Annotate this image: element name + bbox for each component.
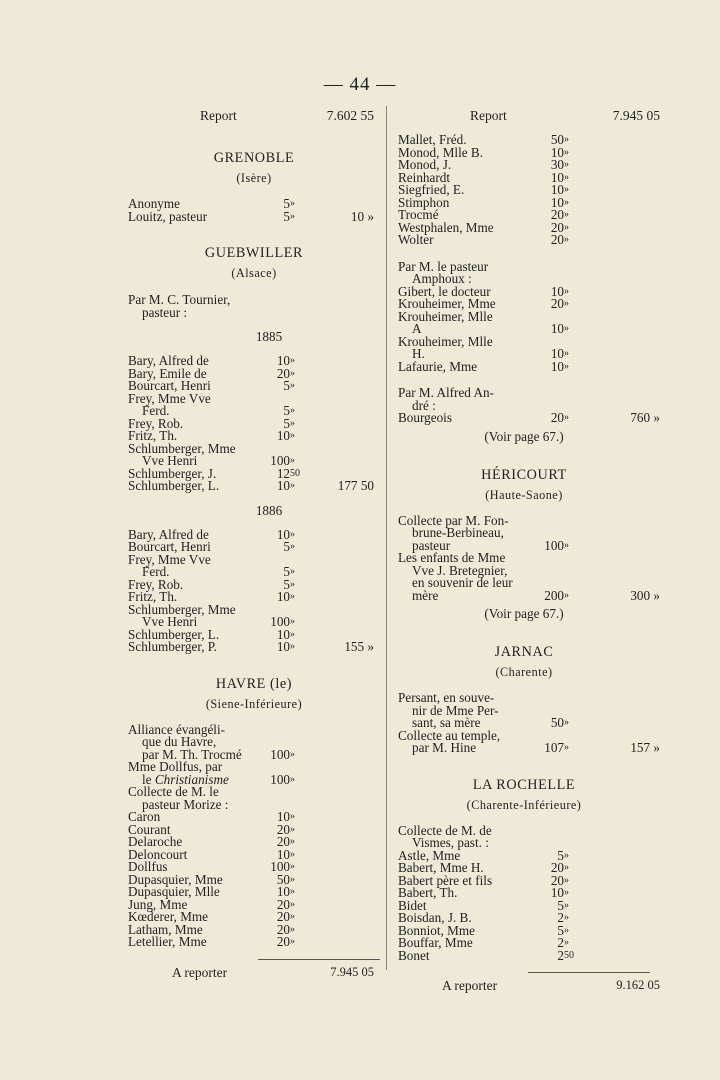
page-footer (128, 959, 380, 983)
donor-name: Caron (128, 809, 161, 824)
amount-francs: 12 (276, 465, 290, 481)
amount-francs: 20 (550, 860, 564, 875)
donor-name: Mme Dollfus, par (128, 759, 223, 774)
donor-name: Babert père et fils (398, 872, 493, 888)
ledger-row (398, 308, 650, 324)
section-total: 300 » (630, 587, 660, 603)
amount-centimes: » (290, 198, 295, 209)
amount-centimes: » (564, 184, 569, 195)
donor-name: Bary, Alfred de (128, 353, 209, 368)
donor-name: Bourgeois (398, 410, 452, 425)
page-number: — 44 — (323, 74, 397, 95)
donor-name: Delaroche (128, 834, 183, 849)
amount-francs: 5 (283, 564, 290, 579)
donor-name: Trocmé (398, 207, 439, 222)
donor-name: Westphalen, Mme (398, 219, 494, 235)
donor-name: Monod, Mlle B. (398, 144, 483, 160)
amount-centimes: » (290, 898, 295, 910)
ledger-block (398, 512, 660, 603)
donor-name: mère (412, 587, 439, 603)
amount-centimes: » (564, 717, 569, 728)
ledger-row (398, 587, 660, 603)
donor-name: Persant, en souve- (398, 690, 495, 705)
donor-name: pasteur (412, 537, 451, 553)
amount-centimes: » (564, 874, 569, 886)
donor-name: Anonyme (128, 196, 181, 211)
amount-centimes: » (290, 641, 295, 652)
donor-name: Bouffar, Mme (398, 935, 473, 950)
amount-francs: 5 (283, 208, 290, 224)
donor-name: Ferd. (142, 564, 170, 579)
donor-name: Vve Henri (142, 453, 198, 468)
amount-francs: 20 (550, 232, 564, 247)
ledger-row (398, 410, 660, 425)
amount-centimes: » (564, 849, 569, 861)
amount-centimes: » (290, 848, 295, 860)
amount-centimes: » (290, 430, 295, 441)
amount-francs: 20 (550, 410, 564, 425)
donor-name: Letellier, Mme (128, 934, 207, 949)
amount-francs: 30 (550, 157, 564, 172)
donor-name: Mallet, Fréd. (398, 132, 467, 147)
amount-centimes: » (290, 578, 295, 590)
donor-name: Bary, Emile de (128, 365, 207, 381)
ledger-row (398, 947, 650, 963)
report-total: 7.945 05 (612, 108, 660, 123)
page-footer (398, 972, 660, 996)
donor-name: Collecte de M. le (128, 784, 219, 799)
region-heading: (Alsace) (231, 266, 277, 280)
amount-centimes: » (564, 134, 569, 145)
amount-centimes: » (290, 367, 295, 379)
city-heading: GRENOBLE (213, 150, 295, 166)
donor-name: Astle, Mme (398, 847, 461, 863)
amount-centimes: » (564, 196, 569, 208)
region-heading: (Isère) (236, 171, 272, 185)
amount-francs: 20 (550, 219, 564, 235)
section-total: 760 » (630, 410, 660, 425)
city-heading: JARNAC (494, 644, 554, 660)
region-heading: (Charente) (495, 665, 553, 679)
amount-centimes: » (290, 823, 295, 835)
amount-francs: 100 (270, 453, 290, 468)
amount-francs: 10 (550, 182, 564, 197)
donor-name: Fritz, Th. (128, 428, 178, 443)
amount-centimes: » (290, 861, 295, 872)
donor-name: Reinhardt (398, 169, 451, 185)
donor-name: Par M. Alfred An- (398, 385, 494, 400)
amount-francs: 10 (276, 809, 290, 824)
amount-centimes: » (290, 541, 295, 552)
amount-centimes: » (564, 924, 569, 936)
donor-name: Frey, Mme Vve (128, 551, 211, 567)
amount-centimes: » (564, 348, 569, 359)
section-total: 155 » (344, 639, 374, 654)
amount-centimes: » (564, 899, 569, 911)
donor-name: Schlumberger, L. (128, 626, 220, 642)
amount-centimes: » (290, 836, 295, 847)
ledger-row (398, 234, 650, 247)
donor-name: Schlumberger, L. (128, 478, 220, 493)
city-heading: LA ROCHELLE (472, 776, 576, 793)
ledger-block (398, 385, 660, 425)
ledger-row (398, 887, 650, 900)
amount-francs: 20 (276, 834, 290, 849)
amount-centimes: » (290, 628, 295, 640)
donor-name: pasteur Morize : (142, 796, 229, 812)
ledger-row (398, 358, 650, 374)
section-total: 177 50 (337, 478, 374, 493)
amount-centimes: » (290, 455, 295, 466)
ledger-row (128, 936, 380, 949)
amount-centimes: » (290, 923, 295, 935)
amount-francs: 10 (550, 358, 564, 374)
amount-centimes: » (290, 417, 295, 429)
amount-centimes: » (290, 911, 295, 922)
total-rule (258, 959, 380, 960)
amount-centimes: 50 (564, 949, 574, 961)
ledger-row (398, 219, 650, 235)
amount-centimes: » (564, 589, 569, 601)
donor-name: Dollfus (128, 859, 168, 874)
amount-centimes: » (290, 380, 295, 391)
ledger-row (128, 208, 380, 224)
donor-name: Frey, Rob. (128, 415, 184, 431)
column-divider (386, 106, 387, 970)
amount-francs: 5 (557, 847, 564, 863)
collector-note: Par M. C. Tournier, (128, 292, 231, 307)
donor-name: Gibert, le docteur (398, 283, 491, 299)
amount-francs: 5 (283, 576, 290, 592)
amount-centimes: » (564, 221, 569, 233)
amount-centimes: » (564, 862, 569, 873)
donor-name: Alliance évangéli- (128, 721, 226, 737)
donor-name: Schlumberger, Mme (128, 601, 236, 617)
amount-francs: 10 (276, 846, 290, 862)
amount-francs: 5 (283, 378, 290, 393)
amount-francs: 5 (283, 415, 290, 431)
amount-francs: 50 (550, 132, 564, 147)
amount-centimes: » (290, 405, 295, 416)
amount-centimes: » (564, 937, 569, 948)
amount-francs: 20 (276, 821, 290, 837)
ledger-row (128, 796, 380, 812)
donor-name: sant, sa mère (412, 715, 481, 730)
amount-centimes: » (290, 936, 295, 947)
donor-name: nir de Mme Per- (412, 702, 499, 718)
amount-centimes: » (290, 811, 295, 822)
donor-name: Frey, Rob. (128, 576, 184, 592)
city-heading: HÉRICOURT (481, 466, 567, 483)
amount-francs: 20 (550, 872, 564, 888)
donor-name: le Christianisme (142, 771, 229, 787)
amount-francs: 50 (550, 715, 564, 730)
donor-name: Bonniot, Mme (398, 922, 475, 938)
amount-francs: 10 (276, 626, 290, 642)
donor-name: Lafaurie, Mme (398, 358, 478, 374)
footer-total: 7.945 05 (330, 964, 374, 979)
amount-francs: 10 (276, 589, 290, 604)
donor-name: Dupasquier, Mlle (128, 884, 220, 899)
amount-francs: 10 (550, 169, 564, 185)
amount-centimes: » (564, 742, 569, 753)
amount-francs: 5 (557, 922, 564, 938)
amount-centimes: » (290, 480, 295, 491)
amount-centimes: » (290, 886, 295, 897)
amount-centimes: » (564, 159, 569, 170)
donor-name: H. (412, 346, 425, 361)
amount-francs: 10 (276, 353, 290, 368)
amount-francs: 20 (550, 207, 564, 222)
amount-centimes: » (290, 773, 295, 785)
donor-name: Vve J. Bretegnier, (412, 562, 508, 578)
donor-name: Monod, J. (398, 157, 452, 172)
donor-name: Par M. le pasteur (398, 258, 489, 274)
amount-francs: 10 (550, 144, 564, 160)
amount-francs: 10 (276, 428, 290, 443)
donor-name: Bourcart, Henri (128, 378, 211, 393)
donor-name: Wolter (398, 232, 434, 247)
amount-centimes: » (564, 912, 569, 923)
donor-name: par M. Hine (412, 740, 477, 755)
amount-francs: 2 (557, 935, 564, 950)
donor-name: Dupasquier, Mme (128, 871, 223, 887)
city-heading: GUEBWILLER (204, 245, 304, 261)
amount-francs: 20 (276, 365, 290, 381)
donor-name: Babert, Th. (398, 885, 458, 900)
amount-francs: 107 (544, 740, 564, 755)
donor-name: Les enfants de Mme (398, 550, 506, 565)
donor-name: Kœderer, Mme (128, 909, 209, 924)
year-heading: 1885 (255, 329, 283, 344)
footer-total: 9.162 05 (616, 978, 660, 992)
amount-francs: 100 (270, 859, 290, 874)
report-row (128, 108, 380, 128)
amount-francs: 20 (276, 921, 290, 937)
amount-centimes: » (290, 748, 295, 760)
amount-centimes: » (290, 210, 295, 222)
donor-name: Krouheimer, Mlle (398, 333, 493, 349)
ledger-block (128, 198, 380, 223)
amount-francs: 5 (283, 539, 290, 554)
amount-francs: 2 (557, 947, 564, 963)
amount-francs: 20 (550, 296, 564, 311)
amount-francs: 50 (276, 871, 290, 887)
amount-francs: 10 (276, 884, 290, 899)
donor-name: que du Havre, (142, 734, 217, 749)
donor-name: A (412, 321, 422, 336)
report-total: 7.602 55 (326, 108, 374, 123)
amount-francs: 10 (550, 321, 564, 336)
section-total: 10 » (350, 208, 374, 224)
amount-centimes: 50 (290, 467, 300, 479)
ledger-block (398, 822, 650, 963)
amount-francs: 100 (544, 537, 564, 553)
donor-name: Collecte de M. de (398, 822, 492, 838)
amount-francs: 5 (557, 897, 564, 913)
amount-francs: 10 (276, 478, 290, 493)
ledger-row (398, 333, 650, 349)
donor-name: Deloncourt (128, 846, 188, 862)
amount-francs: 100 (270, 614, 290, 629)
amount-centimes: » (290, 566, 295, 577)
donor-name: Vve Henri (142, 614, 198, 629)
donor-name: Krouheimer, Mlle (398, 308, 493, 324)
ledger-block (128, 355, 380, 493)
ledger-block (398, 134, 650, 247)
cross-reference: (Voir page 67.) (484, 428, 564, 444)
donor-name: Collecte par M. Fon- (398, 512, 509, 528)
report-label: Report (200, 108, 237, 123)
city-heading: HAVRE (le) (215, 675, 293, 692)
donor-name: Bonet (398, 947, 430, 963)
ledger-block (128, 721, 380, 949)
donor-name: Schlumberger, Mme (128, 440, 236, 456)
donor-name: Babert, Mme H. (398, 860, 484, 875)
amount-centimes: » (564, 285, 569, 297)
amount-francs: 10 (550, 283, 564, 299)
amount-francs: 200 (544, 587, 564, 603)
ledger-block (128, 526, 380, 654)
cross-reference: (Voir page 67.) (484, 606, 564, 621)
amount-francs: 10 (550, 885, 564, 900)
ledger-row (128, 641, 380, 654)
footer-label: A reporter (442, 978, 498, 993)
amount-centimes: » (564, 539, 569, 551)
left-column (128, 108, 380, 983)
region-heading: (Charente-Inférieure) (466, 797, 582, 812)
region-heading: (Siene-Inférieure) (205, 696, 303, 711)
report-label: Report (470, 108, 507, 123)
amount-francs: 20 (276, 934, 290, 949)
amount-francs: 100 (270, 746, 290, 762)
ledger-row (398, 740, 660, 755)
amount-centimes: » (564, 323, 569, 334)
donor-name: Schlumberger, P. (128, 639, 217, 654)
donor-name: dré : (412, 397, 436, 413)
ledger-row (128, 480, 380, 493)
section-total: 157 » (630, 740, 660, 755)
right-column (398, 108, 660, 996)
donor-name: Courant (128, 821, 171, 837)
ledger-block (398, 690, 660, 755)
amount-centimes: » (564, 234, 569, 245)
donor-name: Boisdan, J. B. (398, 910, 472, 925)
amount-francs: 100 (270, 771, 290, 787)
amount-centimes: » (564, 412, 569, 423)
amount-francs: 10 (550, 346, 564, 361)
donor-name: en souvenir de leur (412, 575, 513, 590)
amount-centimes: » (564, 146, 569, 158)
amount-centimes: » (290, 873, 295, 885)
donor-name: Amphoux : (412, 271, 472, 286)
year-heading: 1886 (255, 502, 283, 518)
amount-centimes: » (564, 171, 569, 183)
footer-label: A reporter (172, 964, 228, 980)
donor-name: Fritz, Th. (128, 589, 178, 604)
donor-name: Schlumberger, J. (128, 465, 217, 481)
donor-name: Jung, Mme (128, 896, 188, 912)
donor-name: Krouheimer, Mme (398, 296, 496, 311)
donor-name: Ferd. (142, 403, 170, 418)
report-row (398, 108, 660, 128)
donor-name: Frey, Mme Vve (128, 390, 211, 406)
ledger-row (398, 937, 650, 950)
amount-francs: 5 (283, 403, 290, 418)
amount-centimes: » (290, 528, 295, 540)
amount-francs: 20 (276, 896, 290, 912)
amount-francs: 10 (276, 526, 290, 542)
donor-name: Collecte au temple, (398, 727, 501, 743)
ledger-block (398, 258, 650, 374)
amount-centimes: » (564, 360, 569, 372)
donor-name: Bourcart, Henri (128, 539, 211, 554)
donor-name: Stimphon (398, 194, 450, 210)
amount-centimes: » (290, 591, 295, 602)
amount-centimes: » (290, 355, 295, 366)
donor-name: Bidet (398, 897, 427, 913)
amount-centimes: » (564, 298, 569, 309)
donor-name: Bary, Alfred de (128, 526, 209, 542)
amount-centimes: » (290, 616, 295, 627)
amount-centimes: » (564, 887, 569, 898)
donor-name: Siegfried, E. (398, 182, 465, 197)
amount-francs: 5 (283, 196, 290, 211)
amount-centimes: » (564, 209, 569, 220)
donor-name: Louitz, pasteur (128, 208, 208, 224)
donor-name: brune-Berbineau, (412, 525, 504, 540)
amount-francs: 10 (276, 639, 290, 654)
amount-francs: 20 (276, 909, 290, 924)
donor-name: Vismes, past. : (412, 835, 489, 850)
amount-francs: 10 (550, 194, 564, 210)
donor-name: Latham, Mme (128, 921, 203, 937)
amount-francs: 2 (557, 910, 564, 925)
collector-note: pasteur : (142, 305, 188, 320)
region-heading: (Haute-Saone) (485, 487, 563, 502)
donor-name: par M. Th. Trocmé (142, 746, 242, 762)
total-rule (528, 972, 650, 973)
